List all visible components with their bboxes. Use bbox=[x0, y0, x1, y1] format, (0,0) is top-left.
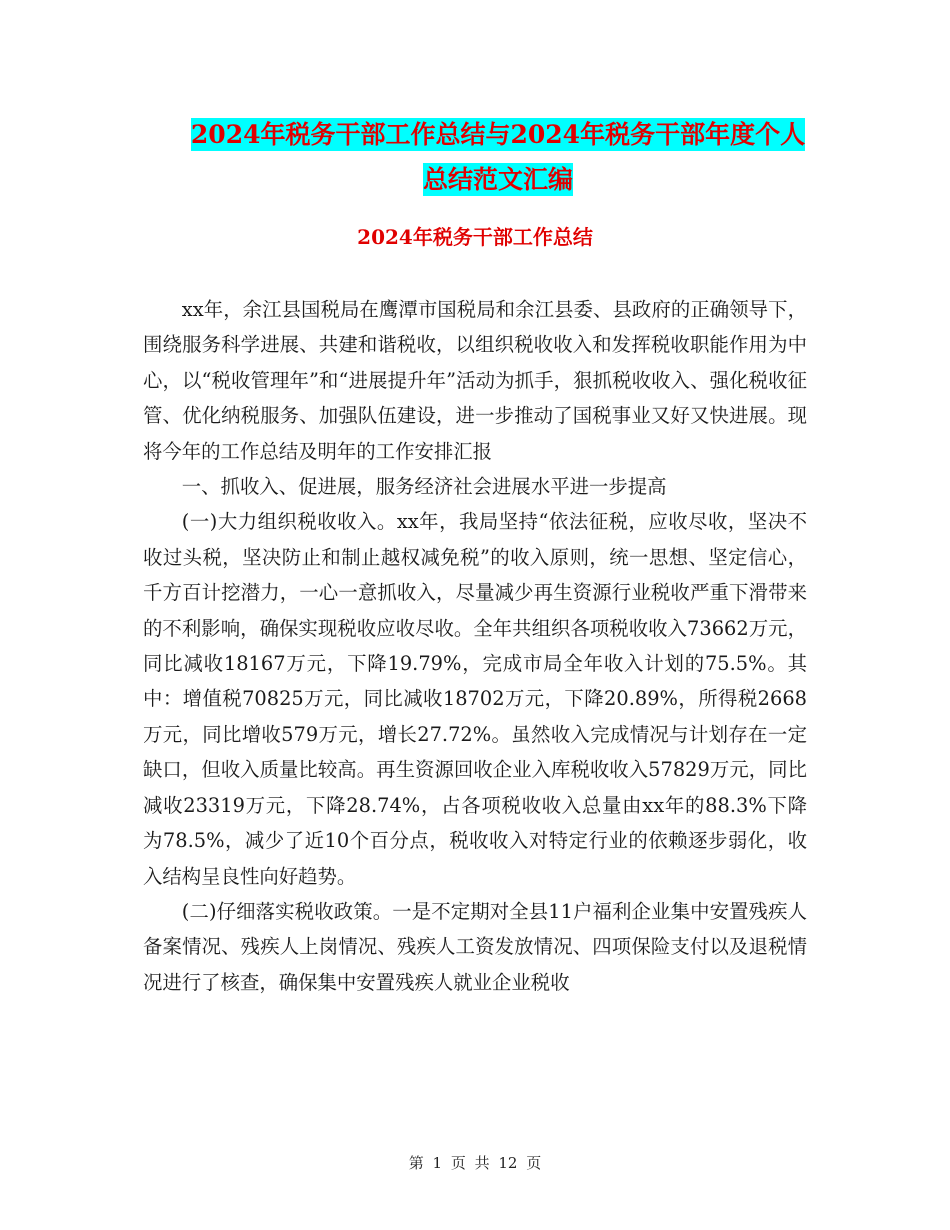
title-line-1: 2024年税务干部工作总结与2024年税务干部年度个人 bbox=[190, 120, 806, 149]
document-body bbox=[143, 292, 807, 1000]
title-line-2: 总结范文汇编 bbox=[422, 165, 573, 194]
paragraph: xx年，余江县国税局在鹰潭市国税局和余江县委、县政府的正确领导下，围绕服务科学进展、共建和谐税收，以组织税收收入和发挥税收职能作用为中心，以“税收管理年”和“进展提升年”活动为抓手，狠抓税收收入、强化税收征管、优化纳税服务、加强队伍建设，进一步推动了国税事业又好又快进展。现将今年的工作总结及明年的工作安排汇报 bbox=[143, 298, 807, 463]
paragraph: (一)大力组织税收收入。xx年，我局坚持“依法征税，应收尽收，坚决不收过头税，坚决防止和制止越权减免税”的收入原则，统一思想、坚定信心，千方百计挖潜力，一心一意抓收入，尽量减少再生资源行业税收严重下滑带来的不利影响，确保实现税收应收尽收。全年共组织各项税收收入73662万元，同比减收18167万元，下降19.79%，完成市局全年收入计划的75.5%。其中：增值税70825万元，同比减收18702万元，下降20.89%，所得税2668万元，同比增收579万元，增长27.72%。虽然收入完成情况与计划存在一定缺口，但收入质量比较高。再生资源回收企业入库税收收入57829万元，同比减收23319万元，下降28.74%，占各项税收收入总量由xx年的88.3%下降为78.5%，减少了近10个百分点，税收收入对特定行业的依赖逐步弱化，收入结构呈良性向好趋势。 bbox=[143, 510, 807, 888]
paragraph: 一、抓收入、促进展，服务经济社会进展水平进一步提高 bbox=[181, 475, 667, 499]
page-footer: 第 1 页 共 12 页 bbox=[408, 1154, 542, 1172]
document-title bbox=[140, 112, 856, 202]
section-title: 2024年税务干部工作总结 bbox=[357, 225, 593, 249]
paragraph: (二)仔细落实税收政策。一是不定期对全县11户福利企业集中安置残疾人备案情况、残疾人上岗情况、残疾人工资发放情况、四项保险支付以及退税情况进行了核查，确保集中安置残疾人就业企业税收 bbox=[143, 899, 807, 994]
